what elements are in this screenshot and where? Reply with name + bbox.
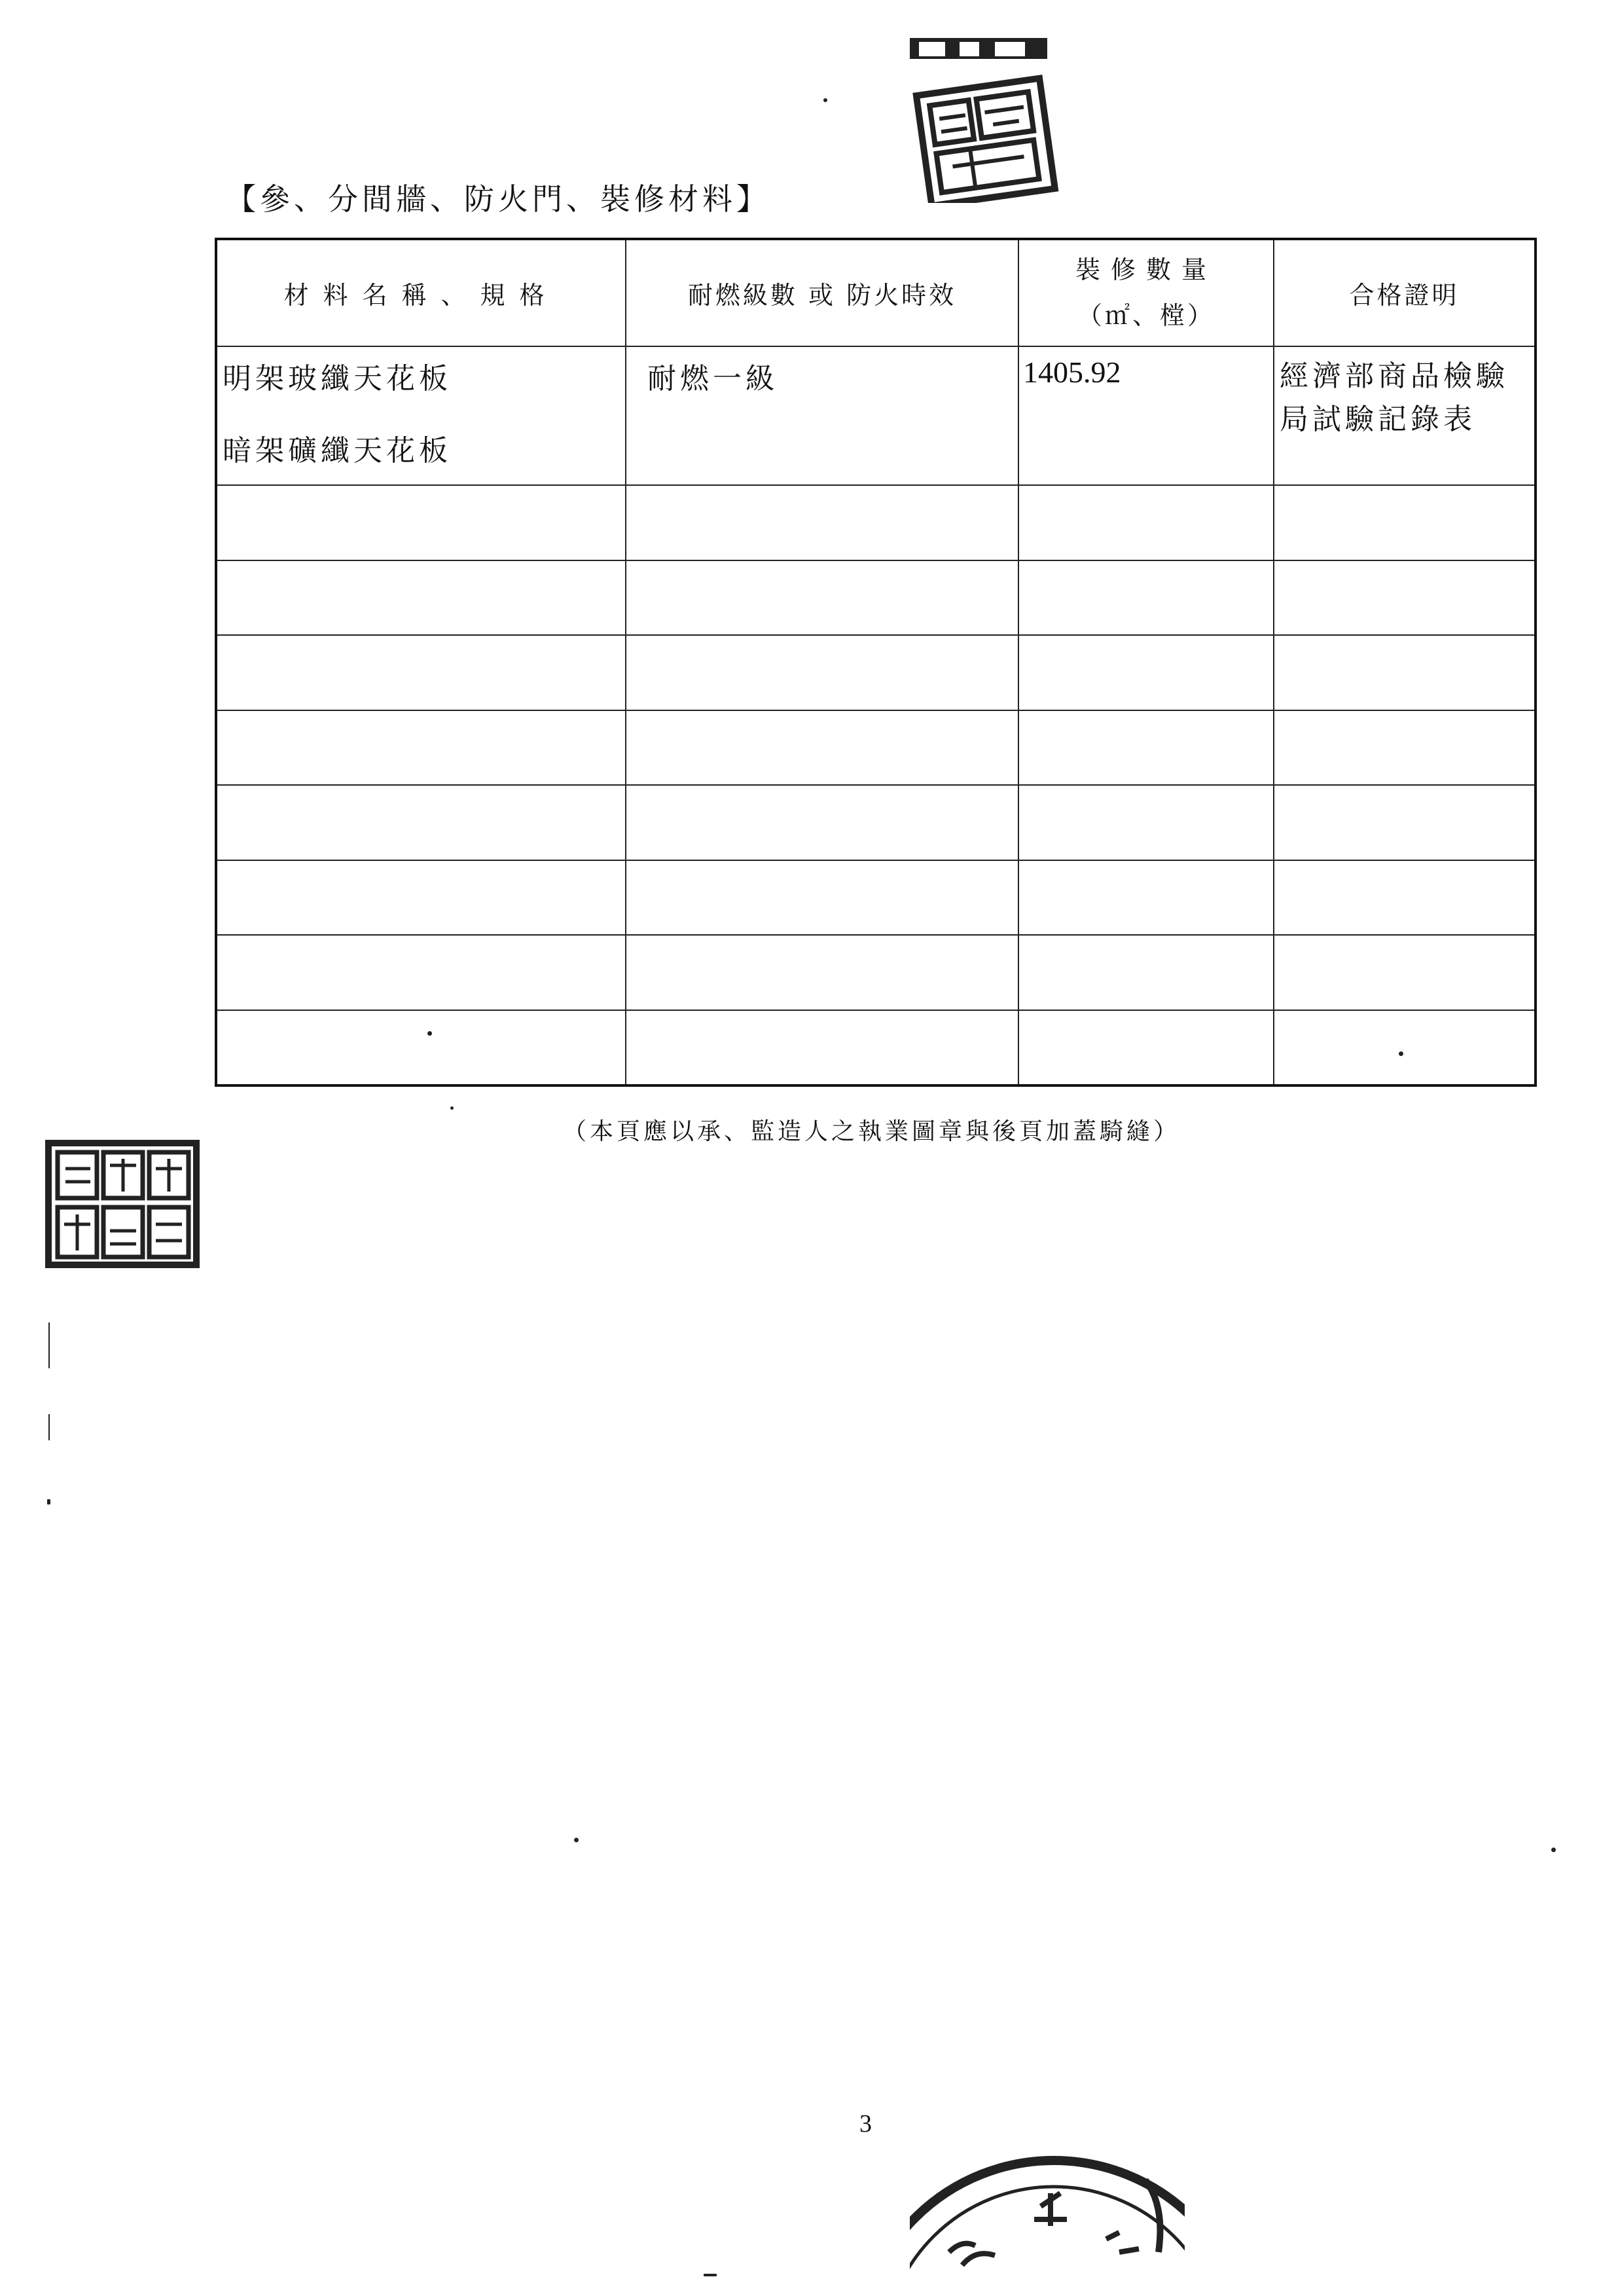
section-title: 【參、分間牆、防火門、裝修材料】: [226, 181, 770, 217]
seal-stamp-top: [903, 26, 1073, 203]
empty-cell: [216, 560, 626, 635]
header-quantity: [1018, 239, 1274, 346]
empty-cell: [216, 635, 626, 710]
scan-speck: [427, 1031, 432, 1036]
table-row-empty: [216, 785, 1536, 860]
seal-stamp-bottom: [910, 2141, 1185, 2296]
seal-stamp-left: [45, 1139, 202, 1270]
cell-fire-rating: [626, 346, 1018, 486]
empty-cell: [1018, 785, 1274, 860]
empty-cell: [626, 635, 1018, 710]
scan-speck: [47, 1499, 50, 1504]
table-row-empty: [216, 635, 1536, 710]
header-quantity-unit: （㎡、樘）: [1077, 301, 1215, 331]
empty-cell: [1274, 785, 1536, 860]
table-header-row: [216, 239, 1536, 346]
empty-cell: [626, 860, 1018, 935]
empty-cell: [216, 1010, 626, 1086]
empty-cell: [216, 785, 626, 860]
empty-cell: [1274, 1010, 1536, 1086]
scan-speck: [823, 98, 827, 102]
empty-cell: [626, 935, 1018, 1010]
seal-top-icon: [903, 26, 1073, 203]
scan-speck: [450, 1106, 454, 1110]
materials-table: [215, 238, 1537, 1087]
empty-cell: [1274, 485, 1536, 560]
scan-line: [48, 1414, 50, 1440]
table-row-empty: [216, 710, 1536, 785]
table-row-empty: [216, 485, 1536, 560]
empty-cell: [1018, 485, 1274, 560]
empty-cell: [1274, 560, 1536, 635]
certificate-value: 經濟部商品檢驗局試驗記錄表: [1280, 359, 1509, 436]
empty-cell: [1018, 1010, 1274, 1086]
material-name-line2: 暗架礦纖天花板: [223, 433, 452, 467]
seal-bottom-icon: [910, 2141, 1185, 2296]
empty-cell: [1018, 935, 1274, 1010]
seam-stamp-note: （本頁應以承、監造人之執業圖章與後頁加蓋騎縫）: [563, 1118, 1181, 1145]
scan-speck: [704, 2274, 717, 2276]
cell-material-name: [216, 346, 626, 486]
empty-cell: [1018, 560, 1274, 635]
scan-speck: [1551, 1848, 1556, 1852]
page-number: 3: [859, 2110, 872, 2138]
empty-cell: [216, 860, 626, 935]
material-name-line1: 明架玻纖天花板: [223, 361, 452, 395]
header-material-name: 材料名稱、規格: [216, 239, 626, 346]
seal-left-icon: [45, 1139, 202, 1270]
fire-rating-value: 耐燃一級: [647, 361, 778, 395]
empty-cell: [1274, 710, 1536, 785]
header-certificate: 合格證明: [1274, 239, 1536, 346]
table-row-empty: [216, 560, 1536, 635]
empty-cell: [626, 485, 1018, 560]
empty-cell: [626, 1010, 1018, 1086]
table-row-empty: [216, 935, 1536, 1010]
table-row-empty: [216, 1010, 1536, 1086]
empty-cell: [1018, 710, 1274, 785]
empty-cell: [626, 710, 1018, 785]
header-fire-rating: 耐燃級數 或 防火時效: [626, 239, 1018, 346]
quantity-value: 1405.92: [1023, 355, 1121, 389]
scan-line: [48, 1322, 50, 1368]
empty-cell: [1274, 935, 1536, 1010]
empty-cell: [1274, 635, 1536, 710]
empty-cell: [216, 485, 626, 560]
empty-cell: [1274, 860, 1536, 935]
table-row: [216, 346, 1536, 486]
scan-speck: [1399, 1051, 1403, 1056]
empty-cell: [626, 560, 1018, 635]
cell-quantity: [1018, 346, 1274, 486]
empty-cell: [216, 710, 626, 785]
empty-cell: [1018, 860, 1274, 935]
table-row-empty: [216, 860, 1536, 935]
empty-cell: [1018, 635, 1274, 710]
header-quantity-line1: 裝修數量: [1075, 255, 1217, 285]
empty-cell: [216, 935, 626, 1010]
scan-speck: [574, 1838, 579, 1842]
cell-certificate: [1274, 346, 1536, 486]
empty-cell: [626, 785, 1018, 860]
